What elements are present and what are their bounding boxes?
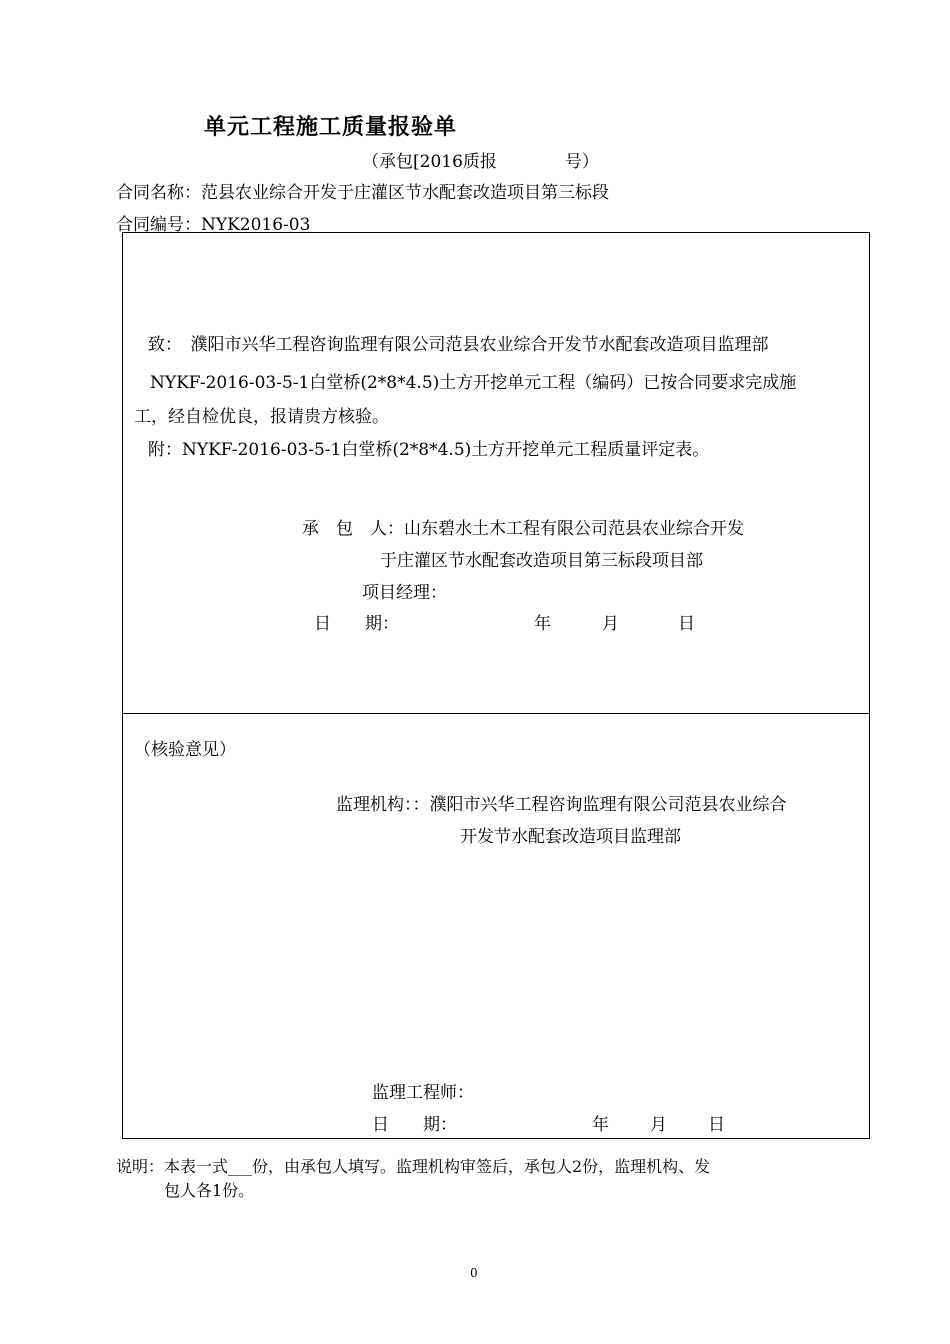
supervisor-date-year: 年 [592, 1115, 609, 1135]
submission-body-line2: 工，经自检优良，报请贵方核验。 [134, 407, 389, 427]
contractor-line2: 于庄灌区节水配套改造项目第三标段项目部 [380, 551, 703, 571]
attachment-line: 附：NYKF-2016-03-5-1白堂桥(2*8*4.5)土方开挖单元工程质量评定表。 [148, 440, 710, 460]
supervisor-date-label: 日 期： [372, 1115, 457, 1135]
contractor-date-day: 日 [678, 614, 695, 634]
project-manager-label: 项目经理： [362, 583, 447, 603]
submission-section [122, 232, 870, 714]
contractor-date-label: 日 期： [314, 614, 399, 634]
contractor-date-year: 年 [534, 614, 551, 634]
submission-body-line1: NYKF-2016-03-5-1白堂桥(2*8*4.5)土方开挖单元工程（编码）已按合同要求完成施 [150, 373, 797, 393]
supervisor-line2: 开发节水配套改造项目监理部 [460, 827, 681, 847]
contract-number: 合同编号：NYK2016-03 [116, 215, 311, 235]
form-title: 单元工程施工质量报验单 [204, 115, 458, 140]
note-line2: 包人各1份。 [164, 1181, 255, 1200]
verification-opinion-label: （核验意见） [134, 740, 236, 760]
note-line1: 说明：本表一式___份，由承包人填写。监理机构审签后，承包人2份，监理机构、发 [116, 1157, 711, 1176]
supervising-engineer-label: 监理工程师： [372, 1083, 474, 1103]
verification-section [122, 713, 870, 1139]
contractor-date-month: 月 [602, 614, 619, 634]
contract-name: 合同名称：范县农业综合开发于庄灌区节水配套改造项目第三标段 [116, 183, 609, 203]
page-number: 0 [470, 1266, 478, 1280]
addressee: 致： 濮阳市兴华工程咨询监理有限公司范县农业综合开发节水配套改造项目监理部 [148, 335, 769, 355]
supervisor-line1: 监理机构：：濮阳市兴华工程咨询监理有限公司范县农业综合 [336, 795, 787, 815]
supervisor-date-day: 日 [708, 1115, 725, 1135]
contractor-line1: 承 包 人：山东碧水土木工程有限公司范县农业综合开发 [302, 519, 744, 539]
supervisor-date-month: 月 [650, 1115, 667, 1135]
document-number: （承包[2016质报 号） [362, 152, 599, 172]
